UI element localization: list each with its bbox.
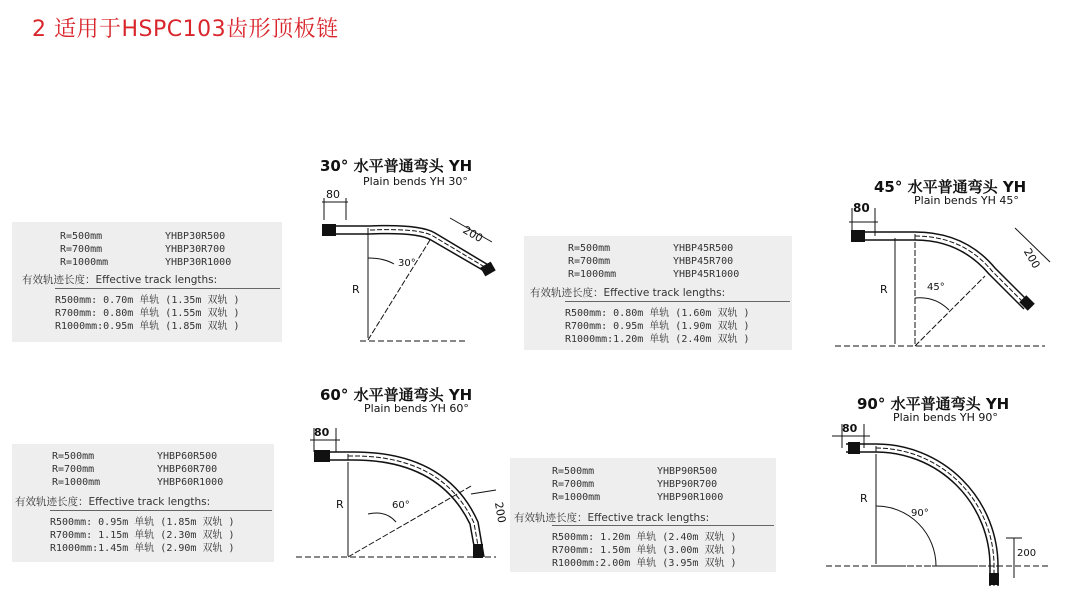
length-row: R500mm: 0.80m 单轨 (1.60m 双轨 ) [565, 308, 750, 319]
bend-45-diagram [835, 198, 1055, 353]
bend-60-diagram [296, 422, 509, 567]
angle-label: 30° [398, 258, 416, 269]
spec-row: R=500mm YHBP45R500 [568, 243, 734, 254]
dim-200-label: 200 [1020, 246, 1043, 271]
bend-90-spec-list [552, 465, 723, 504]
spec-row: R=700mm YHBP90R700 [552, 479, 718, 490]
length-row: R1000mm:2.00m 单轨 (3.95m 双轨 ) [552, 558, 737, 569]
spec-row: R=1000mm YHBP30R1000 [60, 257, 232, 268]
bend-45-title: 45° 水平普通弯头 YH [874, 178, 1027, 196]
length-row: R500mm: 0.70m 单轨 (1.35m 双轨 ) [55, 295, 240, 306]
dim-200-label: 200 [460, 223, 486, 246]
bend-30-effective-label: 有效轨迹长度：Effective track lengths: [22, 274, 218, 286]
track-end-cap [1019, 295, 1035, 311]
track-end-cap [989, 573, 999, 585]
angle-label: 90° [911, 508, 929, 519]
length-row: R1000mm:1.20m 单轨 (2.40m 双轨 ) [565, 334, 750, 345]
bend-90-effective-label: 有效轨迹长度：Effective track lengths: [514, 512, 710, 524]
bend-60-subtitle: Plain bends YH 60° [364, 402, 469, 415]
length-row: R500mm: 1.20m 单轨 (2.40m 双轨 ) [552, 532, 737, 543]
bend-90-title: 90° 水平普通弯头 YH [857, 395, 1010, 413]
dim-80-label: 80 [326, 188, 340, 201]
radius-label: R [880, 283, 888, 296]
spec-row: R=700mm YHBP60R700 [52, 464, 218, 475]
length-row: R700mm: 1.50m 单轨 (3.00m 双轨 ) [552, 545, 737, 556]
bend-45-spec-list [568, 242, 739, 281]
angle-label: 60° [392, 500, 410, 511]
spec-row: R=1000mm YHBP45R1000 [568, 269, 740, 280]
dim-80-label: 80 [853, 201, 870, 215]
bend-60-length-list [50, 510, 272, 555]
radius-label: R [860, 492, 868, 505]
spec-row: R=500mm YHBP90R500 [552, 466, 718, 477]
radius-label: R [336, 498, 344, 511]
length-row: R700mm: 1.15m 单轨 (2.30m 双轨 ) [50, 530, 235, 541]
track-end-cap [473, 544, 483, 558]
length-row: R500mm: 0.95m 单轨 (1.85m 双轨 ) [50, 517, 235, 528]
track-end-cap [480, 262, 495, 277]
track-end-cap [851, 230, 865, 242]
length-row: R1000mm:1.45m 单轨 (2.90m 双轨 ) [50, 543, 235, 554]
dim-80-label: 80 [314, 426, 330, 439]
track-end-cap [848, 442, 860, 454]
bend-45-effective-label: 有效轨迹长度：Effective track lengths: [530, 287, 726, 299]
bend-90-subtitle: Plain bends YH 90° [893, 411, 998, 424]
bend-60-effective-label: 有效轨迹长度：Effective track lengths: [15, 496, 211, 508]
bend-90-length-list [552, 525, 774, 570]
track-end-cap [322, 224, 336, 236]
bend-30-title: 30° 水平普通弯头 YH [320, 157, 473, 175]
track-end-cap [314, 450, 330, 462]
spec-row: R=500mm YHBP30R500 [60, 231, 226, 242]
radius-label: R [352, 283, 360, 296]
page-title: 2 适用于HSPC103齿形顶板链 [32, 17, 339, 42]
length-row: R700mm: 0.80m 单轨 (1.55m 双轨 ) [55, 308, 240, 319]
spec-row: R=1000mm YHBP90R1000 [552, 492, 724, 503]
angle-label: 45° [927, 282, 945, 293]
bend-30-diagram [300, 188, 520, 348]
dim-200-label: 200 [1017, 548, 1037, 559]
dim-80-label: 80 [842, 422, 858, 435]
bend-45-length-list [565, 301, 790, 346]
bend-60-title: 60° 水平普通弯头 YH [320, 386, 473, 404]
spec-row: R=700mm YHBP45R700 [568, 256, 734, 267]
spec-row: R=500mm YHBP60R500 [52, 451, 218, 462]
bend-45-subtitle: Plain bends YH 45° [914, 194, 1019, 207]
length-row: R1000mm:0.95m 单轨 (1.85m 双轨 ) [55, 321, 240, 332]
bend-30-length-list [55, 288, 280, 333]
dim-200-label: 200 [491, 500, 509, 524]
spec-row: R=700mm YHBP30R700 [60, 244, 226, 255]
length-row: R700mm: 0.95m 单轨 (1.90m 双轨 ) [565, 321, 750, 332]
bend-90-diagram [826, 418, 1061, 593]
bend-30-subtitle: Plain bends YH 30° [363, 175, 468, 188]
bend-30-spec-list [60, 230, 231, 269]
bend-60-spec-list [52, 450, 223, 489]
spec-row: R=1000mm YHBP60R1000 [52, 477, 224, 488]
